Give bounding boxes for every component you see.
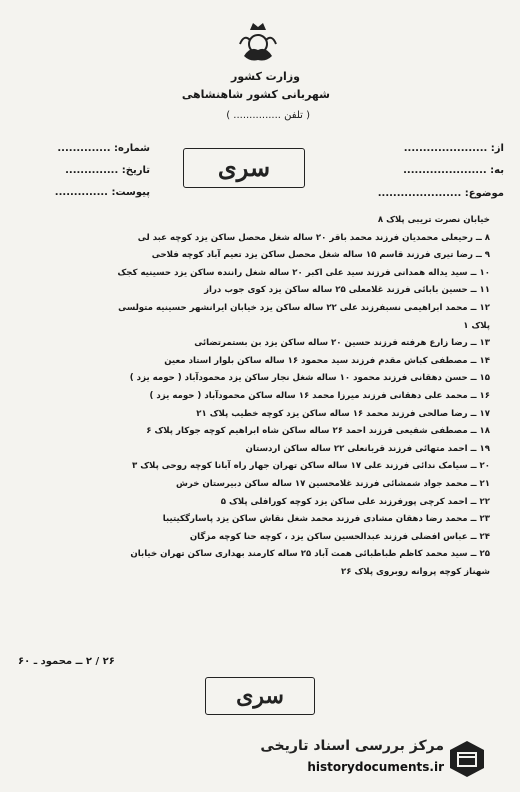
body-line: ۲۵ ــ سید محمد کاظم طباطبائی همت آباد ۲۵ ساله کارمند بهداری ساکن تهران خیابان [130, 549, 490, 560]
body-line: ۱۶ ــ محمد علی دهقانی فرزند میرزا محمد ۱۶ ساله ساکن محمودآباد ( حومه یزد ) [149, 390, 490, 401]
body-line: ۱۵ ــ حسن دهقانی فرزند محمود ۱۰ ساله شغل نجار ساکن یزد محمودآباد ( حومه یزد ) [129, 373, 490, 384]
body-line [50, 581, 490, 599]
body-line: ۱۱ ــ حسین بابائی فرزند غلامعلی ۲۵ ساله ساکن یزد کوی جوب دراز [204, 285, 490, 296]
body-line: ۱۸ ــ مصطفی شفیعی فرزند احمد ۲۶ ساله ساکن شاه ابراهیم کوچه جوکار پلاک ۶ [146, 426, 490, 437]
body-line: ۱۹ ــ احمد متهائی فرزند قربانعلی ۲۲ ساله ساکن اردستان [245, 443, 490, 454]
document-body [50, 212, 490, 634]
attachment-field: پیوست: .............. [54, 187, 150, 198]
body-line: خیابان نصرت تریبی پلاک ۸ [377, 215, 490, 225]
body-line [50, 617, 490, 635]
body-line: ۱۰ ــ سید یداله همدانی فرزند سید علی اکبر ۲۰ ساله شغل راننده ساکن یزد حسینیه کجک [117, 267, 490, 278]
footer-note: ۲۶ / ۲ ــ محمود ـ ۶۰ [18, 656, 115, 667]
body-line: ۲۳ ــ محمد رضا دهقان مشادی فرزند محمد شغل نقاش ساکن یزد پاسارگکیتیبا [162, 514, 490, 525]
body-line [50, 599, 490, 617]
watermark-url[interactable]: historydocuments.ir [307, 760, 444, 774]
police-title: شهربانی کشور شاهنشاهی [181, 88, 330, 101]
body-line: ۲۴ ــ عباس افضلی فرزند عبدالحسین ساکن یزد ، کوچه حنا کوچه مزگان [189, 531, 490, 542]
body-line: ۱۴ ــ مصطفی کباش مقدم فرزند سید محمود ۱۶ ساله ساکن بلوار استاد معین [164, 355, 490, 366]
number-field: شماره: .............. [57, 143, 150, 154]
archive-logo-icon [447, 739, 487, 779]
body-line: ۱۳ ــ رضا زارع هرفته فرزند حسین ۲۰ ساله ساکن یزد بن بستمرتضائی [194, 338, 490, 349]
body-line: ۸ ــ رحیعلی محمدیان فرزند محمد باقر ۲۰ ساله شغل محصل ساکن یزد کوچه عبد لی [137, 232, 490, 243]
from-field: از: ...................... [403, 143, 504, 154]
body-line: ۹ ــ رضا تیری فرزند قاسم ۱۵ ساله شغل محصل ساکن یزد تعیم آباد کوچه فلاحی [151, 250, 490, 261]
secret-stamp-bottom: سری [205, 677, 315, 715]
phone-line: ( تلفن ............... ) [226, 110, 310, 121]
lion-and-sun-emblem-icon [236, 20, 280, 66]
watermark-title: مرکز بررسی اسناد تاریخی [260, 738, 444, 754]
body-line: ۱۷ ــ رضا صالحی فرزند محمد ۱۶ ساله ساکن یزد کوچه خطیب پلاک ۲۱ [196, 408, 490, 419]
date-field: تاریخ: .............. [65, 165, 150, 176]
ministry-title: وزارت کشور [231, 70, 300, 83]
body-line: ۲۲ ــ احمد کرچی پورفرزند علی ساکن یزد کوچه کورافلی پلاک ۵ [220, 496, 490, 507]
body-line: پلاک ۱ [463, 320, 490, 331]
body-line: ۱۲ ــ محمد ابراهیمی نسبفرزند علی ۲۲ ساله ساکن یزد خیابان ایرانشهر حسینیه متولسی [118, 302, 490, 313]
to-field: به: ...................... [403, 165, 504, 176]
body-line: ۲۰ ــ سیامک ندائی فرزند علی ۱۷ ساله ساکن تهران جهار راه آبانا کوچه روحی پلاک ۳ [132, 461, 490, 472]
body-line: شهناز کوچه پروانه روبروی پلاک ۲۶ [341, 566, 490, 577]
body-line: ۲۱ ــ محمد جواد شمشائی فرزند غلامحسین ۱۷ ساله ساکن دبیرستان خرش [175, 478, 490, 489]
secret-stamp-top: سری [183, 148, 305, 188]
subject-field: موضوع: ...................... [377, 188, 504, 199]
